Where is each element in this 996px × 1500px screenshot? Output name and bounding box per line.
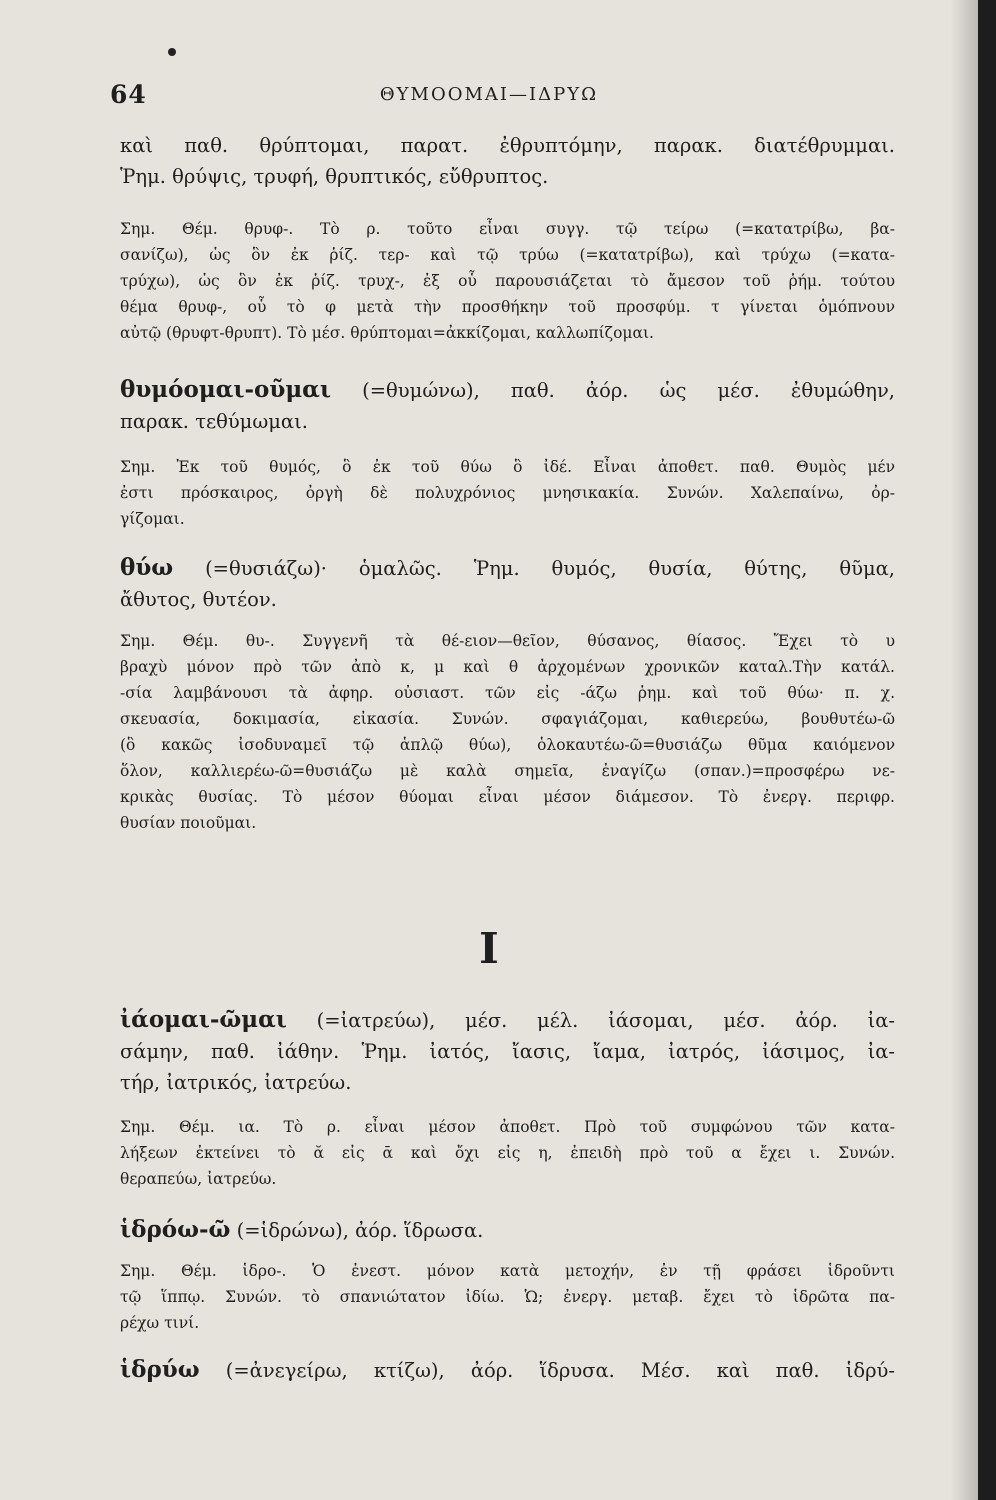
- page-number: 64: [110, 80, 147, 109]
- entry-idryo: [120, 1354, 895, 1386]
- text-line: καὶ παθ. θρύπτομαι, παρατ. ἐθρυπτόμην, παρακ. διατέθρυμμαι.: [120, 134, 895, 157]
- entry-line: σάμην, παθ. ἰάθην. Ῥημ. ἰατός, ἴασις, ἴαμα, ἰατρός, ἰάσιμος, ἰα-: [120, 1040, 895, 1063]
- paragraph-continuation: [120, 130, 895, 192]
- note-line: γίζομαι.: [120, 510, 185, 528]
- note-thyo: [120, 628, 895, 836]
- page-edge-shadow: [950, 0, 978, 1500]
- entry-line: θύω (=θυσιάζω)· ὁμαλῶς. Ῥημ. θυμός, θυσία, θύτης, θῦμα,: [120, 554, 895, 581]
- note-line: Σημ. Θέμ. ἱδρο-. Ὁ ἐνεστ. μόνον κατὰ μετοχήν, ἐν τῇ φράσει ἱδροῦντι: [120, 1262, 895, 1280]
- entry-line: ἰάομαι-ῶμαι (=ἰατρεύω), μέσ. μέλ. ἰάσομαι, μέσ. ἀόρ. ἰα-: [120, 1006, 895, 1033]
- note-line: λήξεων ἐκτείνει τὸ ᾰ εἰς ᾱ καὶ ὄχι εἰς η, ἐπειδὴ πρὸ τοῦ α ἔχει ι. Συνών.: [120, 1144, 895, 1162]
- note-line: θέμα θρυφ-, οὗ τὸ φ μετὰ τὴν προσθήκην τοῦ προσφύμ. τ γίνεται ὁμόπνουν: [120, 298, 895, 316]
- section-letter: Ι: [479, 924, 499, 973]
- note-line: Σημ. Θέμ. θυ-. Συγγενῆ τὰ θέ-ειον—θεῖον, θύσανος, θίασος. Ἔχει τὸ υ: [120, 632, 895, 650]
- entry-headword: ἰάομαι-ῶμαι: [120, 1006, 287, 1033]
- entry-line: παρακ. τεθύμωμαι.: [120, 410, 308, 433]
- entry-iaomai: [120, 1004, 895, 1098]
- note-line: ἐστι πρόσκαιρος, ὀργὴ δὲ πολυχρόνιος μνησικακία. Συνών. Χαλεπαίνω, ὀρ-: [120, 484, 895, 502]
- entry-thyo: [120, 552, 895, 615]
- note-line: τρύχω), ὡς ὃν ἐκ ῥίζ. τρυχ-, ἐξ οὗ παρουσιάζεται τὸ ἄμεσον τοῦ ῥήμ. τούτου: [120, 272, 895, 290]
- entry-line: θυμόομαι-οῦμαι (=θυμώνω), παθ. ἀόρ. ὡς μέσ. ἐθυμώθην,: [120, 376, 895, 403]
- note-line: αὐτῷ (θρυφτ-θρυπτ). Τὸ μέσ. θρύπτομαι=ἀκκίζομαι, καλλωπίζομαι.: [120, 324, 654, 342]
- entry-headword: ἱδρόω-ῶ: [120, 1216, 231, 1243]
- entry-headword: θύω: [120, 554, 174, 581]
- note-line: ρέχω τινί.: [120, 1314, 200, 1332]
- note-line: ὅλον, καλλιερέω-ῶ=θυσιάζω μὲ καλὰ σημεῖα, ἐναγίζω (σπαν.)=προσφέρω νε-: [120, 762, 895, 780]
- note-line: κρικὰς θυσίας. Τὸ μέσον θύομαι εἶναι μέσον διάμεσον. Τὸ ἐνεργ. περιφρ.: [120, 788, 895, 806]
- note-line: -σία λαμβάνουσι τὰ ἀφηρ. οὐσιαστ. τῶν εἰς -άζω ῥημ. καὶ τοῦ θύω· π. χ.: [120, 684, 895, 702]
- note-iaomai: [120, 1114, 895, 1192]
- running-head: ΘΥΜΟΟΜΑΙ—ΙΔΡΥΩ: [379, 84, 599, 105]
- note-idroo: [120, 1258, 895, 1336]
- entry-idroo: [120, 1214, 895, 1246]
- entry-line: ἄθυτος, θυτέον.: [120, 588, 277, 611]
- note-line: Σημ. Θέμ. ια. Τὸ ρ. εἶναι μέσον ἀποθετ. Πρὸ τοῦ συμφώνου τῶν κατα-: [120, 1118, 895, 1136]
- entry-line: τήρ, ἰατρικός, ἰατρεύω.: [120, 1071, 352, 1094]
- note-line: θυσίαν ποιοῦμαι.: [120, 814, 257, 832]
- entry-thymoomai: [120, 374, 895, 437]
- note-line: Σημ. Θέμ. θρυφ-. Τὸ ρ. τοῦτο εἶναι συγγ. τῷ τείρω (=κατατρίβω, βα-: [120, 220, 895, 238]
- ink-dot: [168, 48, 176, 56]
- note-line: Σημ. Ἐκ τοῦ θυμός, ὃ ἐκ τοῦ θύω ὃ ἰδέ. Εἶναι ἀποθετ. παθ. Θυμὸς μέν: [120, 458, 895, 476]
- entry-line: ἱδρόω-ῶ (=ἱδρώνω), ἀόρ. ἵδρωσα.: [120, 1216, 484, 1243]
- note-line: σκευασία, δοκιμασία, εἰκασία. Συνών. σφαγιάζομαι, καθιερεύω, βουθυτέω-ῶ: [120, 710, 895, 728]
- entry-headword: ἱδρύω: [120, 1356, 200, 1383]
- note-thymoomai: [120, 454, 895, 532]
- note-line: σανίζω), ὡς ὃν ἐκ ῥίζ. τερ- καὶ τῷ τρύω (=κατατρίβω), καὶ τρύχω (=κατα-: [120, 246, 895, 264]
- entry-headword: θυμόομαι-οῦμαι: [120, 376, 331, 403]
- note-line: θεραπεύω, ἰατρεύω.: [120, 1170, 277, 1188]
- entry-line: ἱδρύω (=ἀνεγείρω, κτίζω), ἀόρ. ἵδρυσα. Μέσ. καὶ παθ. ἱδρύ-: [120, 1356, 895, 1383]
- note-line: (ὃ κακῶς ἰσοδυναμεῖ τῷ ἁπλῷ θύω), ὁλοκαυτέω-ῶ=θυσιάζω θῦμα καιόμενον: [120, 736, 895, 754]
- note-line: τῷ ἵππῳ. Συνών. τὸ σπανιώτατον ἰδίω. Ὡ; ἐνεργ. μεταβ. ἔχει τὸ ἱδρῶτα πα-: [120, 1288, 895, 1306]
- note-line: βραχὺ μόνον πρὸ τῶν ἀπὸ κ, μ καὶ θ ἀρχομένων χρονικῶν καταλ.Τὴν κατάλ.: [120, 658, 895, 676]
- text-line: Ῥημ. θρύψις, τρυφή, θρυπτικός, εὔθρυπτος.: [120, 165, 549, 188]
- note-thryfo: [120, 216, 895, 346]
